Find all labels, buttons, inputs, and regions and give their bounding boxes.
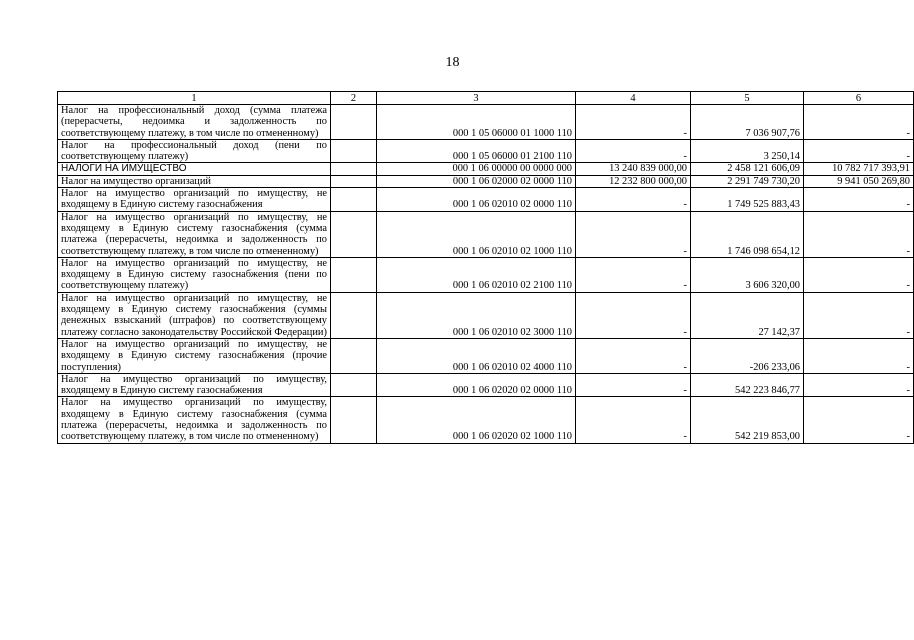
column-header-4: 4	[576, 92, 691, 105]
row-col5: 27 142,37	[691, 292, 804, 338]
row-code: 000 1 06 02010 02 4000 110	[377, 338, 576, 373]
row-col4: -	[576, 338, 691, 373]
row-col6: -	[804, 292, 914, 338]
row-col6: -	[804, 105, 914, 140]
row-name: Налог на имущество организаций по имуществу, входящему в Единую систему газоснабжения	[58, 373, 331, 397]
row-col4: -	[576, 211, 691, 257]
column-header-6: 6	[804, 92, 914, 105]
column-header-3: 3	[377, 92, 576, 105]
row-code: 000 1 05 06000 01 1000 110	[377, 105, 576, 140]
table-row	[58, 397, 914, 443]
row-name: Налог на профессиональный доход (пени по соответствующему платежу)	[58, 139, 331, 163]
row-col2	[331, 373, 377, 397]
row-code: 000 1 06 02020 02 0000 110	[377, 373, 576, 397]
table-row	[58, 188, 914, 212]
row-name: Налог на имущество организаций по имуществу, входящему в Единую систему газоснабжения (сумма платежа (перерасчеты, недоимка и задолженность по соответствующему платежу, в том числе по отмененному)	[58, 397, 331, 443]
row-code: 000 1 06 02000 02 0000 110	[377, 175, 576, 187]
row-col5: 7 036 907,76	[691, 105, 804, 140]
row-col4: -	[576, 373, 691, 397]
column-header-1: 1	[58, 92, 331, 105]
row-col5: 3 606 320,00	[691, 257, 804, 292]
row-col4: -	[576, 105, 691, 140]
column-header-5: 5	[691, 92, 804, 105]
row-col4: -	[576, 188, 691, 212]
table-row	[58, 373, 914, 397]
row-col5: 542 219 853,00	[691, 397, 804, 443]
table-row	[58, 105, 914, 140]
table-row	[58, 257, 914, 292]
row-col5: -206 233,06	[691, 338, 804, 373]
row-col6: -	[804, 211, 914, 257]
row-col2	[331, 211, 377, 257]
row-col4: -	[576, 257, 691, 292]
table-row	[58, 338, 914, 373]
table-row	[58, 211, 914, 257]
table-row	[58, 175, 914, 187]
row-name: Налог на имущество организаций по имуществу, не входящему в Единую систему газоснабжения	[58, 188, 331, 212]
row-col6: -	[804, 139, 914, 163]
row-name: Налог на имущество организаций по имуществу, не входящему в Единую систему газоснабжения (пени по соответствующему платежу)	[58, 257, 331, 292]
row-code: 000 1 06 02010 02 1000 110	[377, 211, 576, 257]
row-code: 000 1 06 02020 02 1000 110	[377, 397, 576, 443]
row-col5: 3 250,14	[691, 139, 804, 163]
row-col6: -	[804, 397, 914, 443]
row-col2	[331, 257, 377, 292]
row-col2	[331, 163, 377, 175]
row-col6: -	[804, 338, 914, 373]
row-col4: -	[576, 139, 691, 163]
row-name: НАЛОГИ НА ИМУЩЕСТВО	[58, 163, 331, 175]
row-col5: 2 458 121 606,09	[691, 163, 804, 175]
page-number: 18	[445, 55, 460, 70]
row-col4: 12 232 800 000,00	[576, 175, 691, 187]
row-col2	[331, 105, 377, 140]
header-row	[58, 92, 914, 105]
table-row	[58, 139, 914, 163]
row-col5: 2 291 749 730,20	[691, 175, 804, 187]
row-name: Налог на профессиональный доход (сумма платежа (перерасчеты, недоимка и задолженность по соответствующему платежу, в том числе по отмененному)	[58, 105, 331, 140]
row-col2	[331, 175, 377, 187]
row-name: Налог на имущество организаций	[58, 175, 331, 187]
row-col5: 1 749 525 883,43	[691, 188, 804, 212]
row-col2	[331, 338, 377, 373]
row-code: 000 1 06 02010 02 0000 110	[377, 188, 576, 212]
row-code: 000 1 05 06000 01 2100 110	[377, 139, 576, 163]
row-col6: -	[804, 188, 914, 212]
row-col2	[331, 139, 377, 163]
row-col6: -	[804, 257, 914, 292]
row-col2	[331, 397, 377, 443]
row-code: 000 1 06 02010 02 2100 110	[377, 257, 576, 292]
table-row	[58, 292, 914, 338]
row-col2	[331, 188, 377, 212]
row-code: 000 1 06 00000 00 0000 000	[377, 163, 576, 175]
row-col6: 9 941 050 269,80	[804, 175, 914, 187]
row-col6: 10 782 717 393,91	[804, 163, 914, 175]
table-row	[58, 163, 914, 175]
revenue-table	[57, 91, 914, 444]
row-col6: -	[804, 373, 914, 397]
row-col4: 13 240 839 000,00	[576, 163, 691, 175]
row-col4: -	[576, 397, 691, 443]
row-col5: 542 223 846,77	[691, 373, 804, 397]
column-header-2: 2	[331, 92, 377, 105]
row-col5: 1 746 098 654,12	[691, 211, 804, 257]
row-col4: -	[576, 292, 691, 338]
row-name: Налог на имущество организаций по имуществу, не входящему в Единую систему газоснабжения (прочие поступления)	[58, 338, 331, 373]
row-name: Налог на имущество организаций по имуществу, не входящему в Единую систему газоснабжения (суммы денежных взысканий (штрафов) по соответствующему платежу согласно законодательству Российской Федерации)	[58, 292, 331, 338]
row-code: 000 1 06 02010 02 3000 110	[377, 292, 576, 338]
row-name: Налог на имущество организаций по имуществу, не входящему в Единую систему газоснабжения (сумма платежа (перерасчеты, недоимка и задолженность по соответствующему платежу, в том числе по отмененному)	[58, 211, 331, 257]
row-col2	[331, 292, 377, 338]
